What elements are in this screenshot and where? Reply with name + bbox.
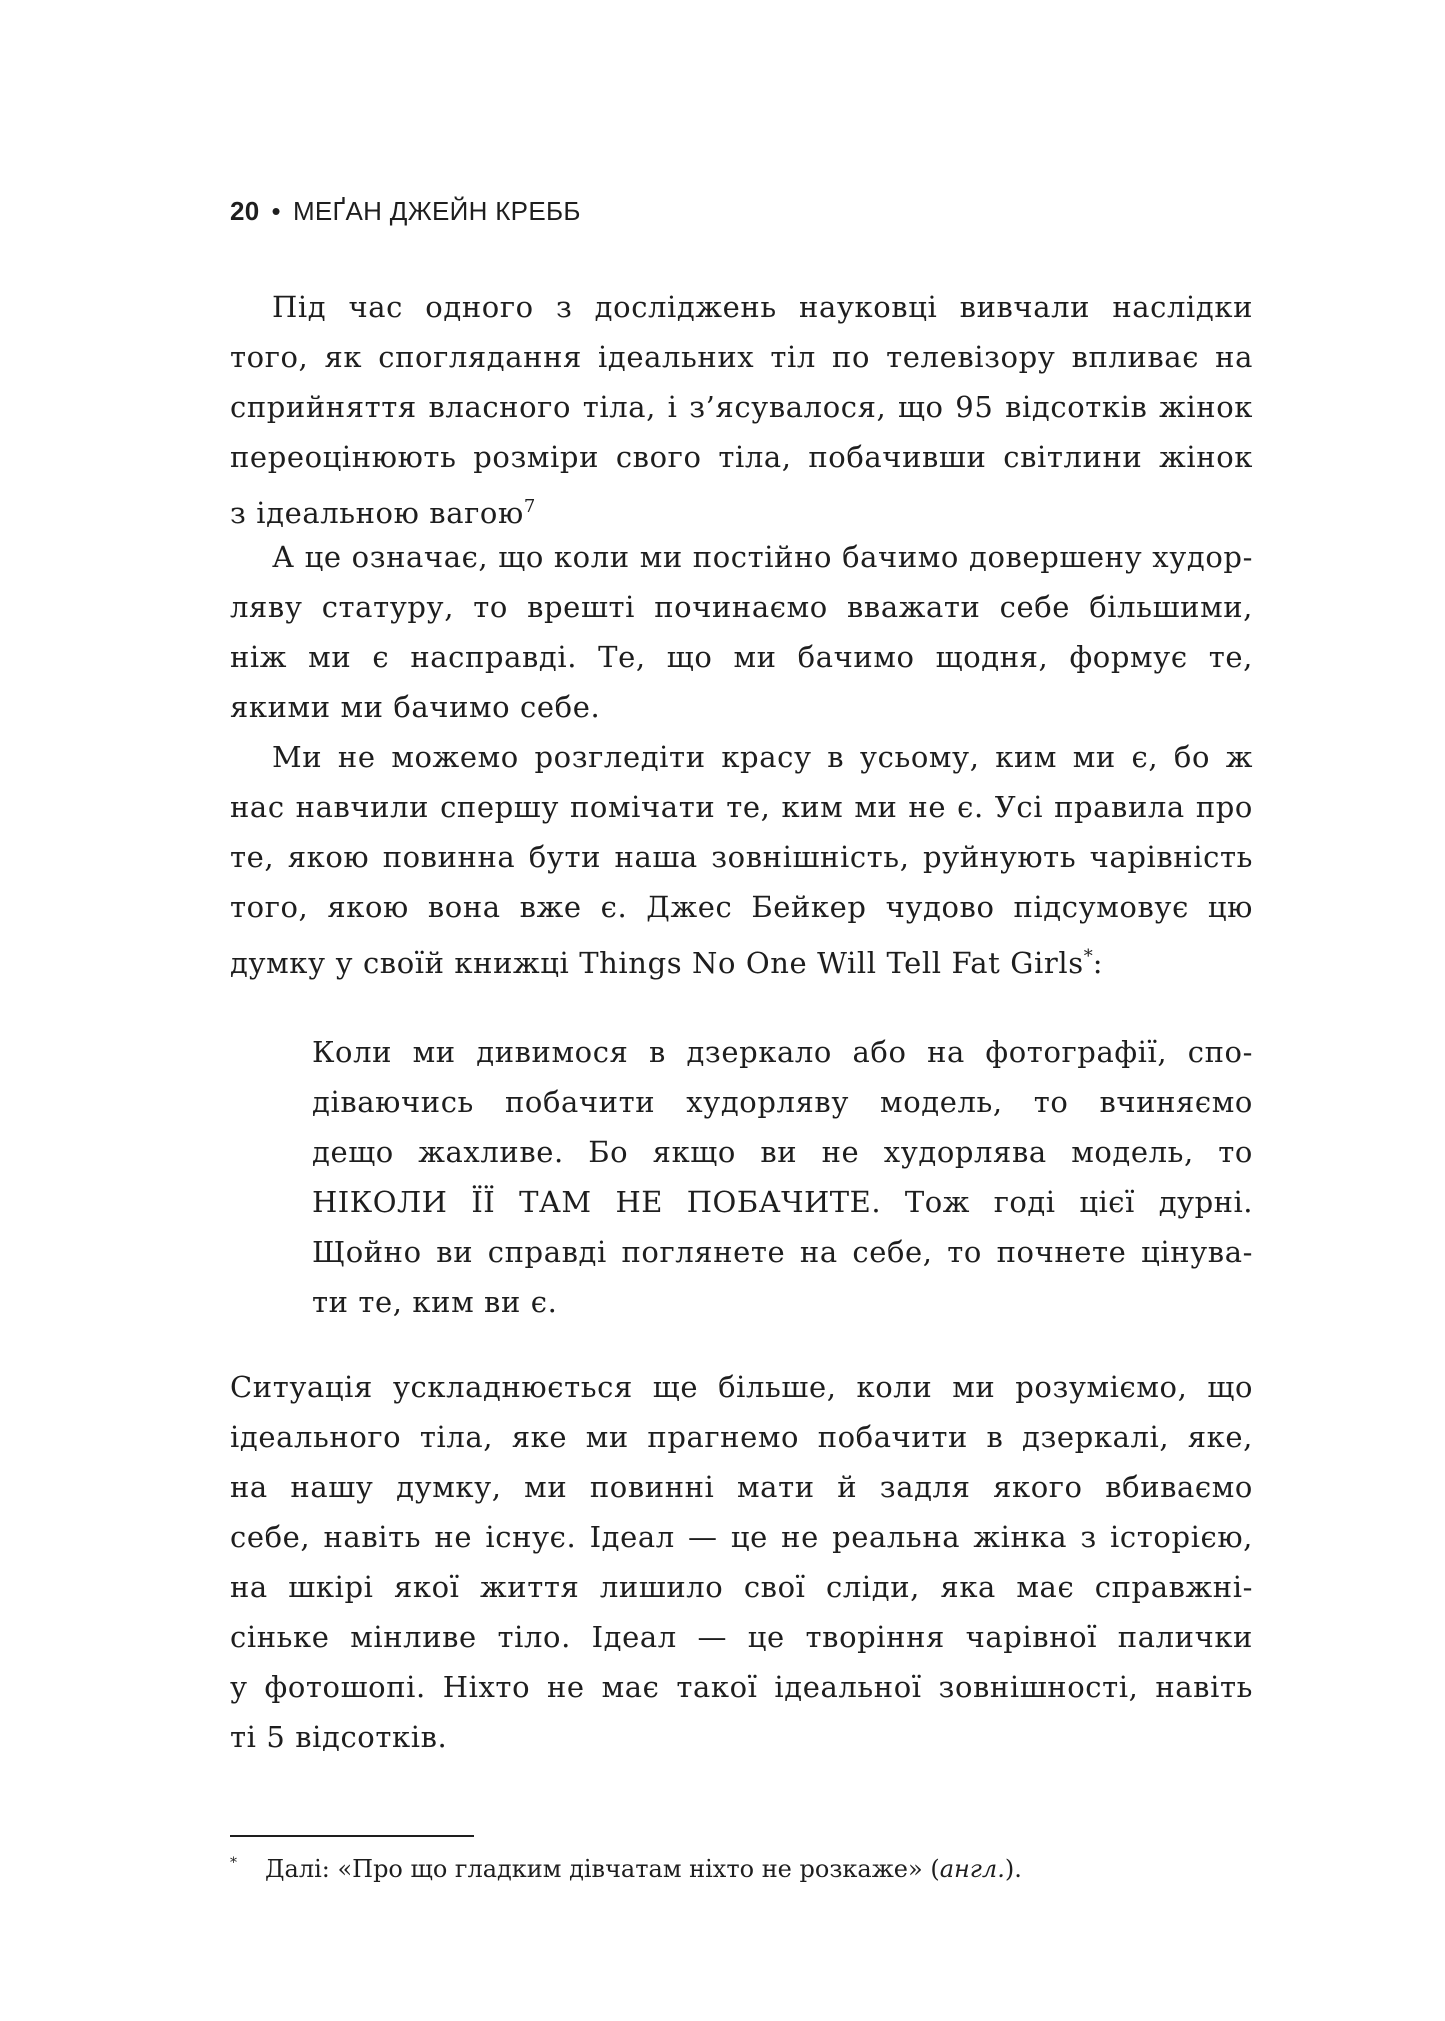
footnote-lang: англ.: [939, 1855, 1005, 1883]
text-line: ніж ми є насправді. Те, що ми бачимо щодня, формує те,: [230, 640, 1253, 674]
text-line: А це означає, що коли ми постійно бачимо довершену худор-: [272, 540, 1253, 574]
footnote-text: Далі: «Про що гладким дівчатам ніхто не розкаже» (: [265, 1855, 940, 1883]
text-line: ті 5 відсотків.: [230, 1720, 448, 1754]
quote-line: ти те, ким ви є.: [312, 1285, 558, 1319]
text-line: того, якою вона вже є. Джес Бейкер чудово підсумовує цю: [230, 890, 1253, 924]
text-line: того, як споглядання ідеальних тіл по телевізору впливає на: [230, 340, 1253, 374]
text-line: [230, 935, 1253, 979]
text-line: Ситуація ускладнюється ще більше, коли ми розуміємо, що: [230, 1370, 1253, 1404]
footnote-close: ).: [1004, 1855, 1022, 1883]
quote-line: Щойно ви справді поглянете на себе, то почнете цінува-: [312, 1235, 1253, 1269]
running-title: МЕҐАН ДЖЕЙН КРЕББ: [292, 196, 581, 226]
text-line: переоцінюють розміри свого тіла, побачивши світлини жінок: [230, 440, 1253, 474]
running-head: [230, 196, 581, 227]
text-line-content: думку у своїй книжці Things No One Will Tell Fat Girls: [230, 946, 1084, 980]
endnote-reference: 7: [523, 496, 536, 517]
quote-line: діваючись побачити худорляву модель, то вчиняємо: [312, 1085, 1253, 1119]
text-line: нас навчили спершу помічати те, ким ми не є. Усі правила про: [230, 790, 1253, 824]
text-line: ляву статуру, то врешті починаємо вважати себе більшими,: [230, 590, 1253, 624]
text-line: Ми не можемо розгледіти красу в усьому, ким ми є, бо ж: [272, 740, 1253, 774]
text-line: на шкірі якої життя лишило свої сліди, яка має справжні-: [230, 1570, 1253, 1604]
text-line: якими ми бачимо себе.: [230, 690, 601, 724]
quote-line: НІКОЛИ ЇЇ ТАМ НЕ ПОБАЧИТЕ. Тож годі цієї дурні.: [312, 1185, 1253, 1219]
text-line: те, якою повинна бути наша зовнішність, руйнують чарівність: [230, 840, 1253, 874]
text-line: сіньке мінливе тіло. Ідеал — це творіння чарівної палички: [230, 1620, 1253, 1654]
quote-line: дещо жахливе. Бо якщо ви не худорлява модель, то: [312, 1135, 1253, 1169]
footnote-reference: *: [1083, 946, 1093, 967]
footnote-rule: [230, 1835, 474, 1837]
page-number: 20: [230, 196, 260, 226]
text-line: у фотошопі. Ніхто не має такої ідеальної зовнішності, навіть: [230, 1670, 1253, 1704]
text-line: [230, 485, 1253, 529]
header-bullet: •: [271, 196, 281, 226]
text-line: Під час одного з досліджень науковці вивчали наслідки: [272, 290, 1253, 324]
footnote-mark: *: [230, 1855, 237, 1871]
text-line-content: з ідеальною вагою: [230, 496, 524, 530]
text-line: сприйняття власного тіла, і з’ясувалося, що 95 відсотків жінок: [230, 390, 1253, 424]
quote-line: Коли ми дивимося в дзеркало або на фотографії, спо-: [312, 1035, 1253, 1069]
footnote: [230, 1855, 1022, 1883]
text-line: на нашу думку, ми повинні мати й задля якого вбиваємо: [230, 1470, 1253, 1504]
text-line: себе, навіть не існує. Ідеал — це не реальна жінка з історією,: [230, 1520, 1253, 1554]
text-line: ідеального тіла, яке ми прагнемо побачити в дзеркалі, яке,: [230, 1420, 1253, 1454]
text-line-end: :: [1092, 946, 1104, 980]
